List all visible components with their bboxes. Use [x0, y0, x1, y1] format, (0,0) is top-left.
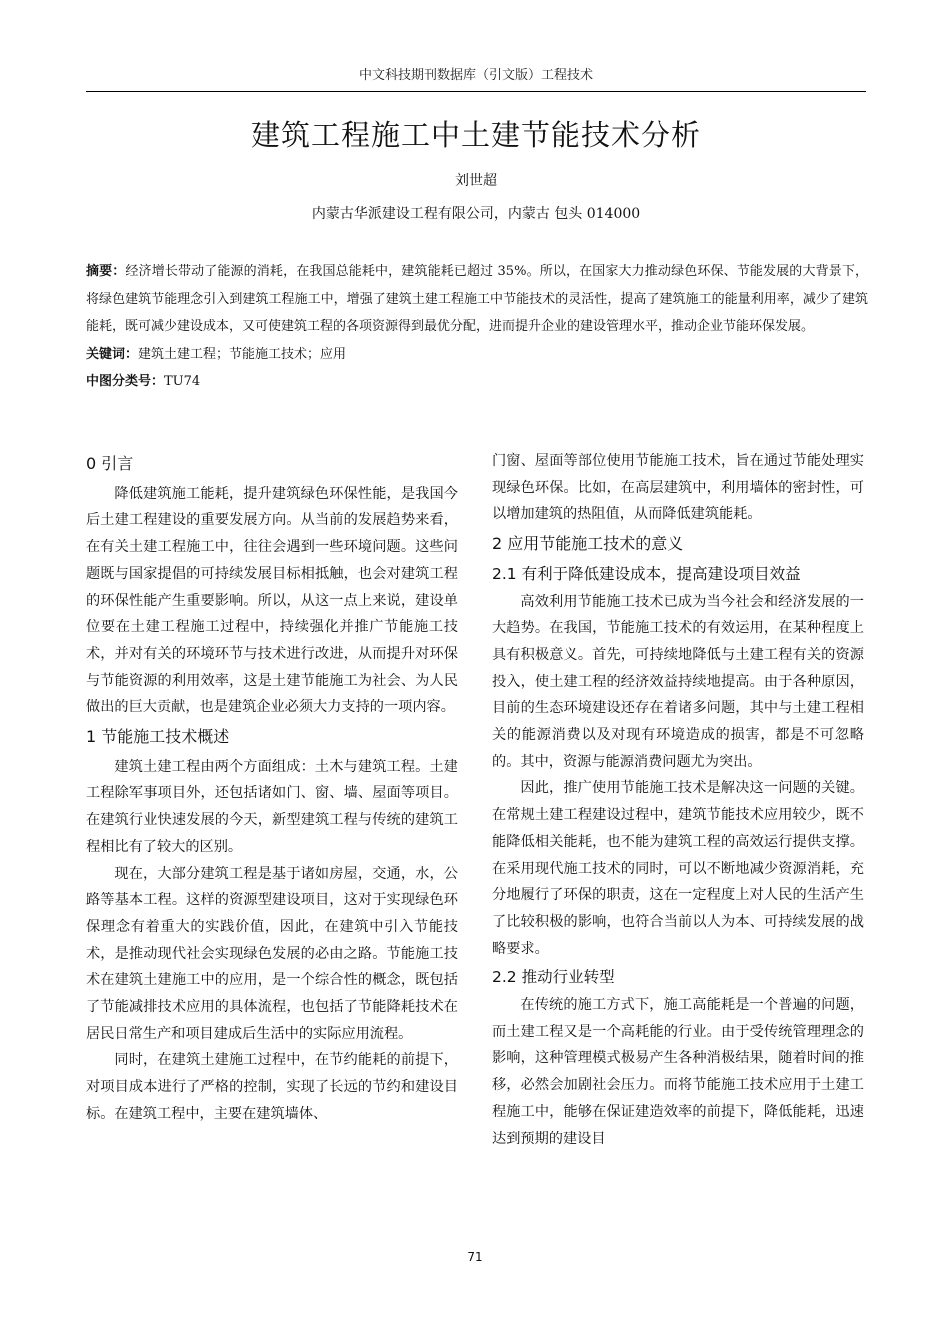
keywords-label: 关键词：	[86, 346, 139, 362]
body-paragraph: 降低建筑施工能耗，提升建筑绿色环保性能，是我国今后土建工程建设的重要发展方向。从当前的发展趋势来看，在有关土建工程施工中，往往会遇到一些环境问题。这些问题既与国家提倡的可持续发展目标相抵触，也会对建筑工程的环保性能产生重要影响。所以，从这一点上来说，建设单位要在土建工程施工过程中，持续强化并推广节能施工技术，并对有关的环境环节与技术进行改进，从而提升对环保与节能资源的利用效率，这是土建节能施工为社会、为人民做出的巨大贡献，也是建筑企业必须大力支持的一项内容。	[86, 485, 458, 716]
page-number: 71	[467, 1250, 483, 1264]
keywords-line	[86, 341, 868, 369]
author-name: 刘世超	[455, 173, 497, 189]
abstract-paragraph	[86, 258, 868, 341]
author-affiliation: 内蒙古华派建设工程有限公司，内蒙古 包头 014000	[311, 206, 641, 222]
body-paragraph: 建筑土建工程由两个方面组成：土木与建筑工程。土建工程除军事项目外，还包括诸如门、窗、墙、屋面等项目。在建筑行业快速发展的今天，新型建筑工程与传统的建筑工程相比有了较大的区别。	[86, 758, 458, 855]
classification-label: 中图分类号：	[86, 374, 165, 389]
body-paragraph: 因此，推广使用节能施工技术是解决这一问题的关键。在常规土建工程建设过程中，建筑节能技术应用较少，既不能降低相关能耗，也不能为建筑工程的高效运行提供支撑。在采用现代施工技术的同时，可以不断地减少资源消耗，充分地履行了环保的职责，这在一定程度上对人民的生活产生了比较积极的影响，也符合当前以人为本、可持续发展的战略要求。	[492, 780, 864, 957]
article-title: 建筑工程施工中土建节能技术分析	[250, 118, 701, 152]
body-column-left	[86, 448, 458, 1128]
body-paragraph-continued: 门窗、屋面等部位使用节能施工技术，旨在通过节能处理实现绿色环保。比如，在高层建筑中，利用墙体的密封性，可以增加建筑的热阻值，从而降低建筑能耗。	[492, 453, 864, 523]
abstract-block	[86, 258, 868, 396]
section-heading-0: 0 引言	[86, 454, 134, 473]
body-paragraph: 现在，大部分建筑工程是基于诸如房屋，交通，水，公路等基本工程。这样的资源型建设项目，这对于实现绿色环保理念有着重大的实践价值，因此，在建筑中引入节能技术，是推动现代社会实现绿色发展的必由之路。节能施工技术在建筑土建施工中的应用，是一个综合性的概念，既包括了节能减排技术应用的具体流程，也包括了节能降耗技术在居民日常生产和项目建成后生活中的实际应用流程。	[86, 865, 458, 1042]
running-header: 中文科技期刊数据库（引文版）工程技术	[86, 64, 866, 92]
body-column-right	[492, 448, 864, 1152]
classification-value: TU74	[164, 374, 201, 389]
subsection-heading-2-1: 2.1 有利于降低建设成本，提高建设项目效益	[492, 564, 801, 583]
body-paragraph: 同时，在建筑土建施工过程中，在节约能耗的前提下，对项目成本进行了严格的控制，实现了长远的节约和建设目标。在建筑工程中，主要在建筑墙体、	[86, 1052, 458, 1122]
subsection-heading-2-2: 2.2 推动行业转型	[492, 968, 615, 987]
section-heading-1: 1 节能施工技术概述	[86, 727, 230, 747]
body-paragraph: 在传统的施工方式下，施工高能耗是一个普遍的问题，而土建工程又是一个高耗能的行业。由于受传统管理理念的影响，这种管理模式极易产生各种消极结果，随着时间的推移，必然会加剧社会压力。而将节能施工技术应用于土建工程施工中，能够在保证建造效率的前提下，降低能耗，迅速达到预期的建设目	[492, 997, 864, 1147]
section-heading-2: 2 应用节能施工技术的意义	[492, 534, 684, 554]
abstract-label: 摘要：	[86, 264, 126, 279]
body-paragraph: 高效利用节能施工技术已成为当今社会和经济发展的一大趋势。在我国，节能施工技术的有效运用，在某种程度上具有积极意义。首先，可持续地降低与土建工程有关的资源投入，使土建工程的经济效益持续地提高。由于各种原因，目前的生态环境建设还存在着诸多问题，其中与土建工程相关的能源消费以及对现有环境造成的损害，都是不可忽略的。其中，资源与能源消费问题尤为突出。	[492, 593, 864, 770]
keywords-text: 建筑土建工程；节能施工技术；应用	[138, 346, 347, 362]
classification-line	[86, 368, 868, 396]
abstract-text: 经济增长带动了能源的消耗，在我国总能耗中，建筑能耗已超过 35%。所以，在国家大力推动绿色环保、节能发展的大背景下，将绿色建筑节能理念引入到建筑工程施工中，增强了建筑土建工程施工中节能技术的灵活性，提高了建筑施工的能量利用率，减少了建筑能耗，既可减少建设成本，又可使建筑工程的各项资源得到最优分配，进而提升企业的建设管理水平，推动企业节能环保发展。	[86, 264, 868, 334]
